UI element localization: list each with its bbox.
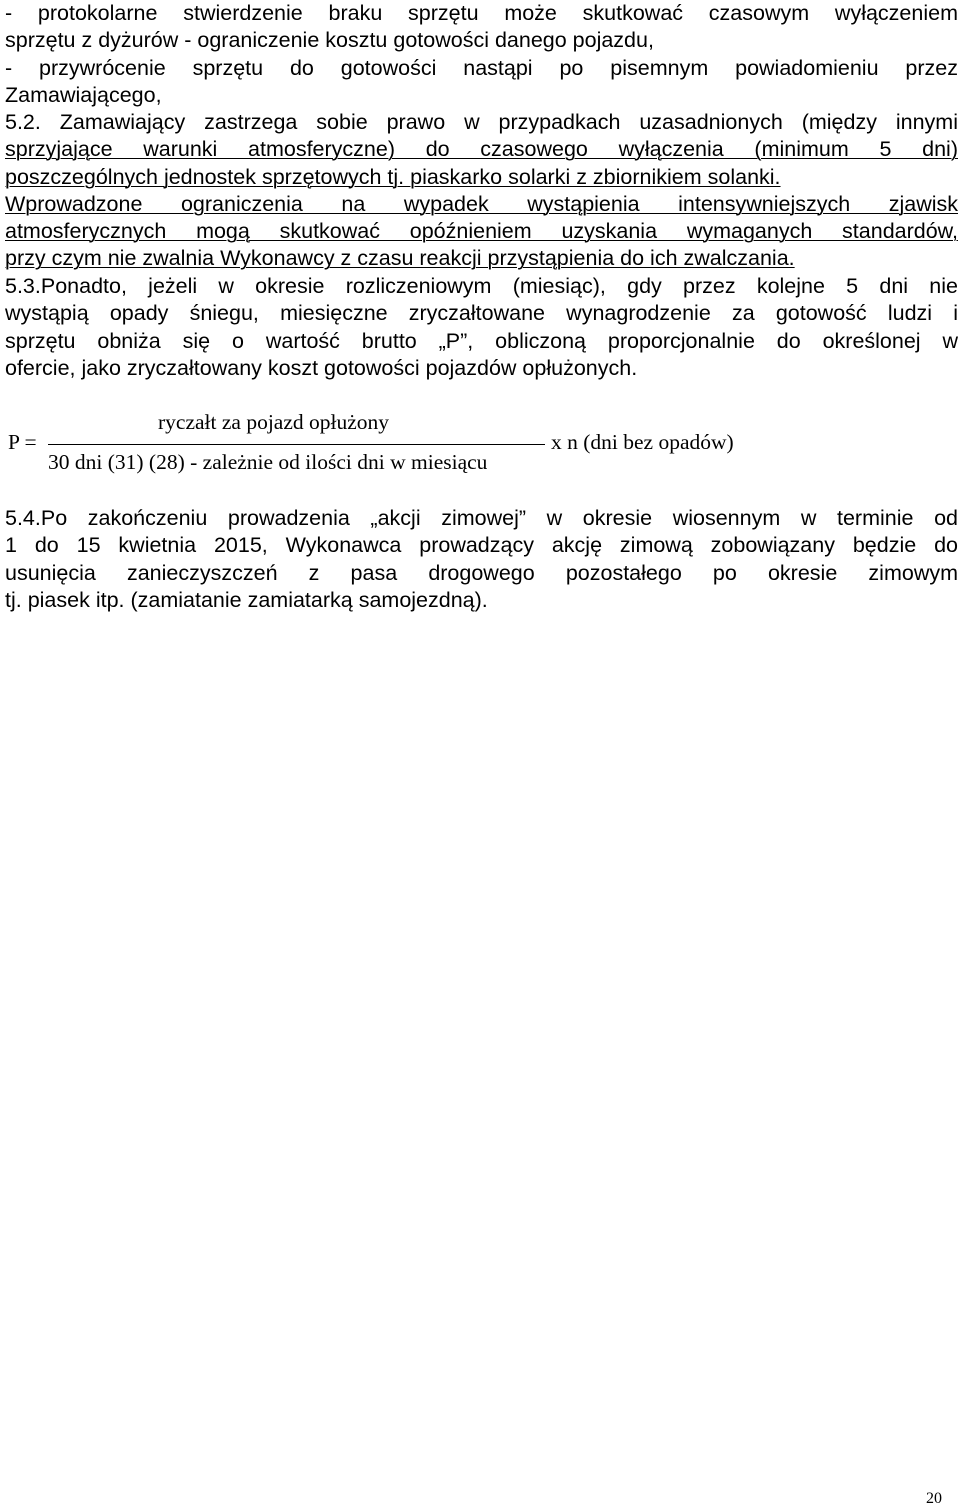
text-line: 5.3.Ponadto, jeżeli w okresie rozliczeniowym (miesiąc), gdy przez kolejne 5 dni nie <box>5 274 958 298</box>
text-line: sprzętu z dyżurów - ograniczenie kosztu gotowości danego pojazdu, <box>5 28 654 53</box>
formula-multiplier: x n (dni bez opadów) <box>551 430 734 454</box>
underlined-text-line: sprzyjające warunki atmosferyczne) do czasowego wyłączenia (minimum 5 dni) <box>5 137 958 162</box>
page-number: 20 <box>926 1490 942 1507</box>
section-5-4-paragraph <box>5 505 958 614</box>
underlined-text-line: Wprowadzone ograniczenia na wypadek wystąpienia intensywniejszych zjawisk <box>5 191 958 216</box>
text-line: ofercie, jako zryczałtowany koszt gotowości pojazdów opłużonych. <box>5 355 638 380</box>
formula-denominator: 30 dni (31) (28) - zależnie od ilości dni w miesiącu <box>48 450 488 474</box>
text-line: tj. piasek itp. (zamiatanie zamiatarką samojezdną). <box>5 587 488 612</box>
formula-lhs: P = <box>8 430 37 454</box>
underlined-text-line: poszczególnych jednostek sprzętowych tj. piaskarko solarki z zbiornikiem solanki. <box>5 164 781 189</box>
underlined-text-line: przy czym nie zwalnia Wykonawcy z czasu reakcji przystąpienia do ich zwalczania. <box>5 246 795 271</box>
text-line: 1 do 15 kwietnia 2015, Wykonawca prowadzący akcję zimową zobowiązany będzie do <box>5 533 958 558</box>
text-line: 5.2. Zamawiający zastrzega sobie prawo w przypadkach uzasadnionych (między innymi <box>5 110 958 134</box>
underlined-text-line: atmosferycznych mogą skutkować opóźnieniem uzyskania wymaganych standardów, <box>5 219 958 244</box>
text-line: wystąpią opady śniegu, miesięczne zryczałtowane wynagrodzenie za gotowość ludzi i <box>5 301 958 326</box>
text-line: Zamawiającego, <box>5 82 162 107</box>
text-line: 5.4.Po zakończeniu prowadzenia „akcji zimowej” w okresie wiosennym w terminie od <box>5 506 958 530</box>
text-line: - protokolarne stwierdzenie braku sprzętu może skutkować czasowym wyłączeniem <box>5 1 958 25</box>
section-5-2-paragraph <box>5 109 958 273</box>
fraction-bar <box>48 444 545 445</box>
text-line: sprzętu obniża się o wartość brutto „P”, obliczoną proporcjonalnie do określonej w <box>5 328 958 353</box>
readiness-conditions-paragraph <box>5 0 958 109</box>
text-line: usunięcia zanieczyszczeń z pasa drogowego pozostałego po okresie zimowym <box>5 560 958 585</box>
deduction-formula <box>8 405 958 485</box>
section-5-3-paragraph <box>5 273 958 382</box>
text-line: - przywrócenie sprzętu do gotowości nastąpi po pisemnym powiadomieniu przez <box>5 55 958 80</box>
formula-numerator: ryczałt za pojazd opłużony <box>158 410 390 434</box>
